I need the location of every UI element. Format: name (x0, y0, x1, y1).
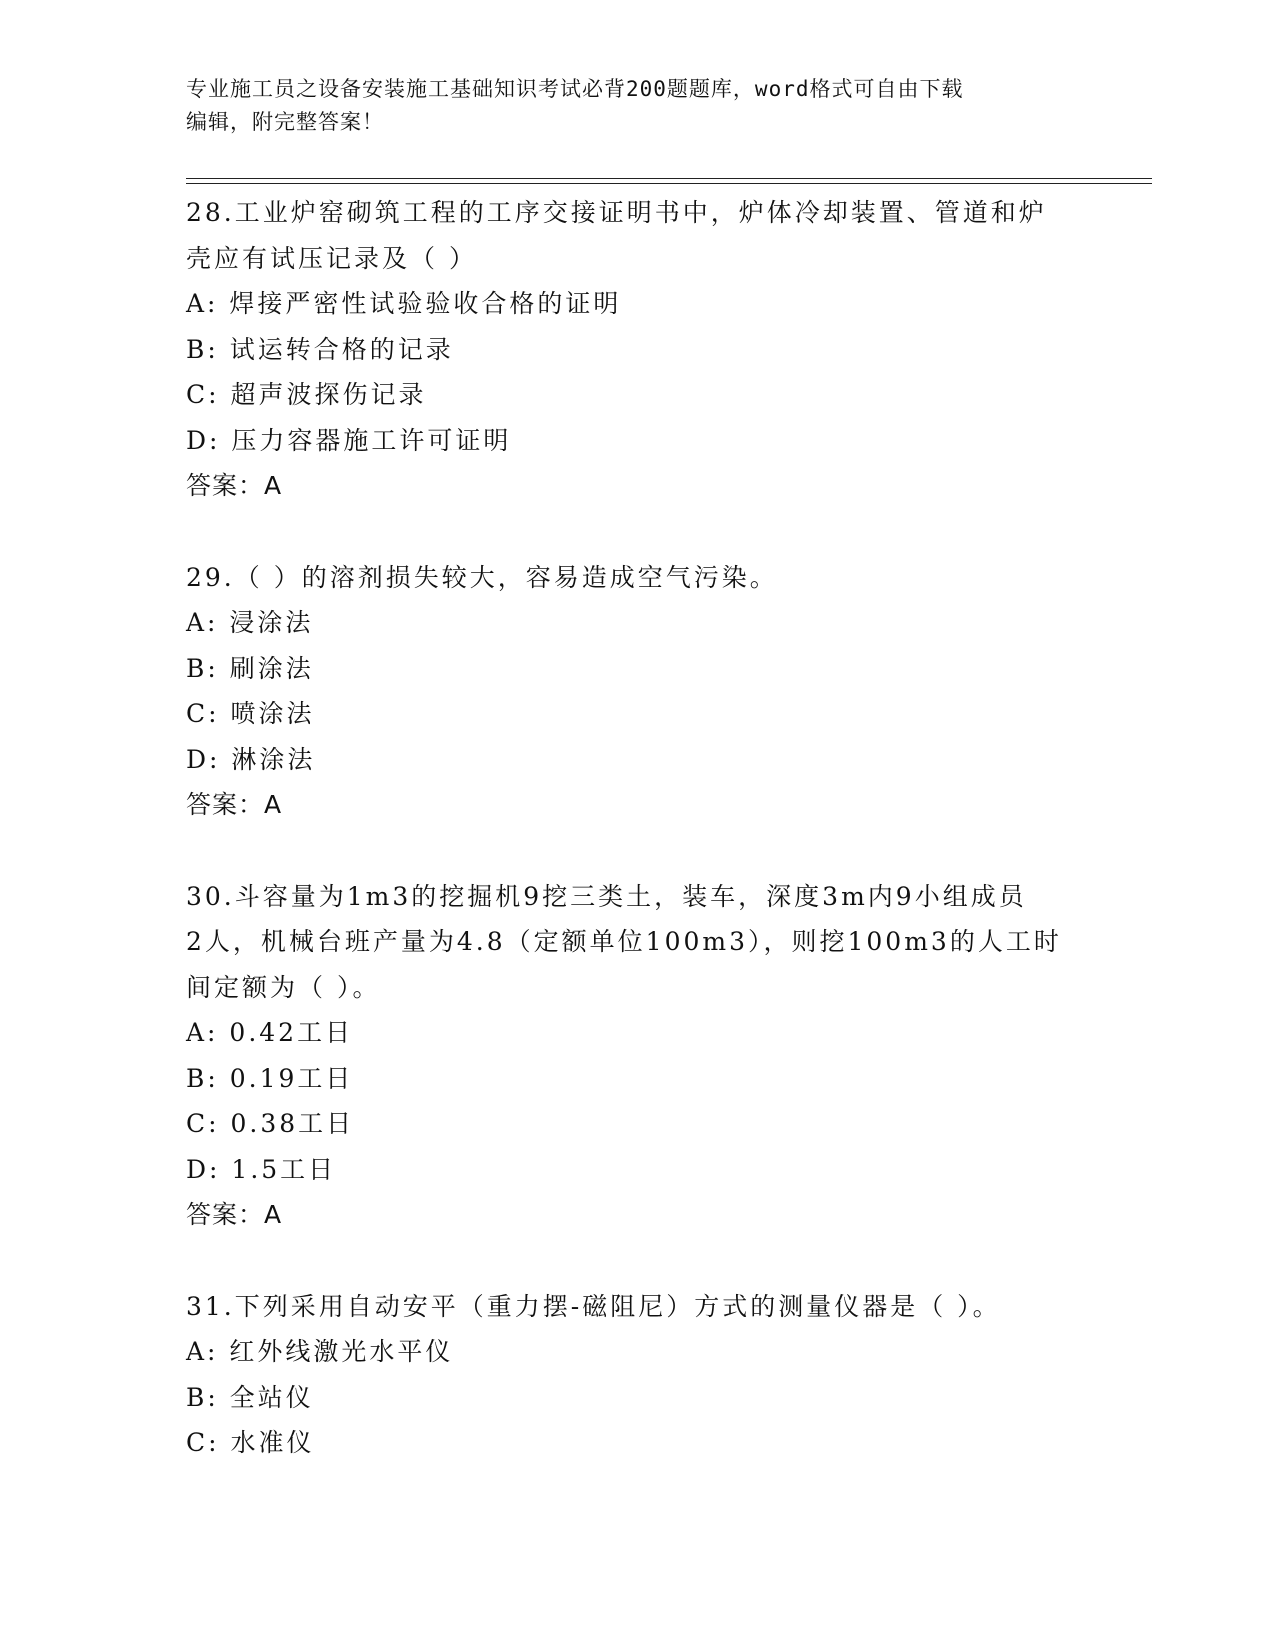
option-c: C: 喷涂法 (186, 699, 315, 728)
answer-line: 答案：A (186, 790, 283, 819)
option-a: A: 浸涂法 (186, 608, 314, 637)
header-line-1: 专业施工员之设备安装施工基础知识考试必背200题题库，word格式可自由下载 (186, 77, 964, 101)
header-line-2: 编辑，附完整答案！ (186, 110, 384, 134)
option-c: C: 0.38工日 (186, 1109, 355, 1138)
option-d: D: 压力容器施工许可证明 (186, 425, 512, 455)
option-d: D: 1.5工日 (186, 1154, 337, 1184)
question-stem-line: 2人，机械台班产量为4.8（定额单位100m3），则挖100m3的人工时 (186, 927, 1062, 956)
option-d: D: 淋涂法 (186, 744, 316, 774)
option-b: B: 刷涂法 (186, 653, 314, 683)
question-29 (186, 555, 1086, 828)
question-stem-line: 壳应有试压记录及（ ） (186, 243, 477, 273)
option-b: B: 0.19工日 (186, 1063, 354, 1093)
option-c: C: 超声波探伤记录 (186, 380, 427, 409)
option-a: A: 焊接严密性试验验收合格的证明 (186, 289, 622, 318)
question-stem-line: 29.（ ）的溶剂损失较大，容易造成空气污染。 (186, 562, 778, 592)
option-c: C: 水准仪 (186, 1428, 315, 1457)
option-b: B: 全站仪 (186, 1382, 314, 1412)
question-28 (186, 190, 1086, 509)
document-header (186, 73, 1066, 139)
option-a: A: 红外线激光水平仪 (186, 1337, 454, 1366)
question-stem-line: 28.工业炉窑砌筑工程的工序交接证明书中，炉体冷却装置、管道和炉 (186, 198, 1047, 227)
question-31 (186, 1284, 1086, 1466)
option-a: A: 0.42工日 (186, 1018, 354, 1047)
question-stem-line: 间定额为（ ）。 (186, 972, 381, 1002)
answer-line: 答案：A (186, 471, 283, 500)
question-stem-line: 31.下列采用自动安平（重力摆-磁阻尼）方式的测量仪器是（ ）。 (186, 1291, 1001, 1321)
question-stem-line: 30.斗容量为1m3的挖掘机9挖三类土，装车，深度3m内9小组成员 (186, 881, 1027, 911)
question-30 (186, 874, 1086, 1238)
question-list (186, 190, 1086, 1512)
option-b: B: 试运转合格的记录 (186, 334, 454, 364)
header-divider-top (186, 178, 1152, 179)
header-divider-bottom (186, 183, 1152, 184)
answer-line: 答案：A (186, 1200, 283, 1229)
